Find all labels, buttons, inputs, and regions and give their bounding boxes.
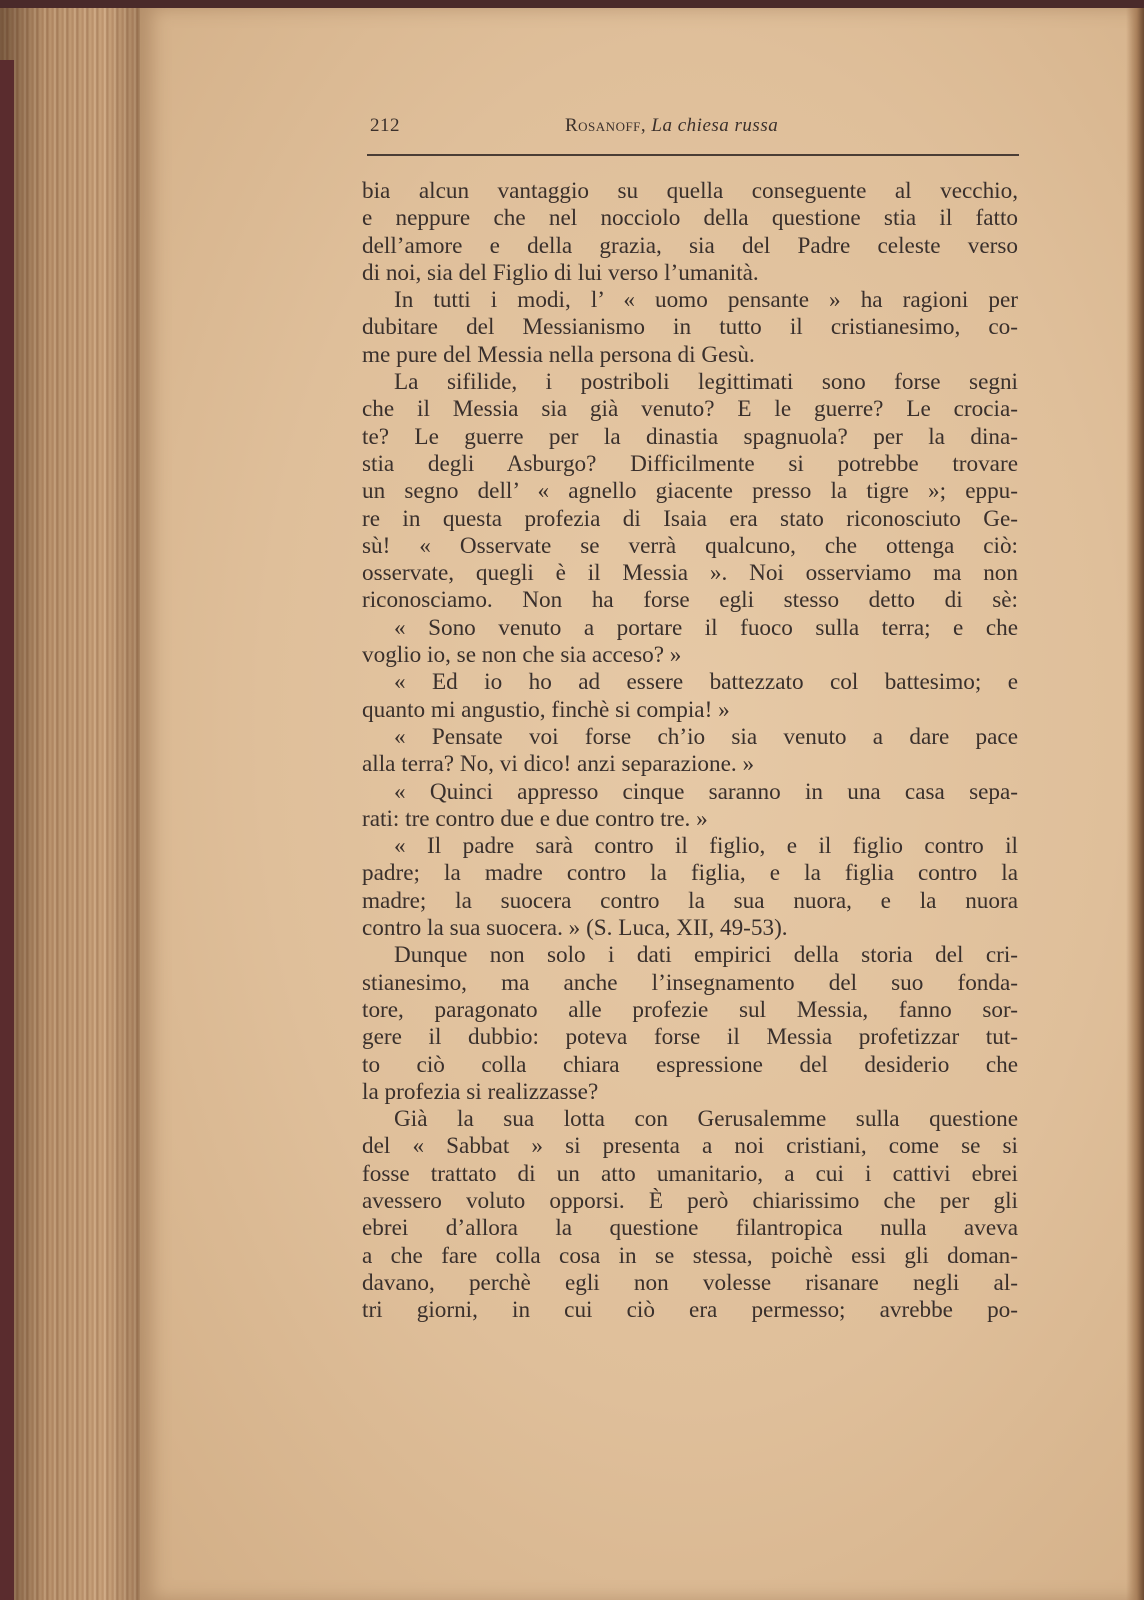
text-line: avessero voluto opporsi. È però chiarissimo che per gli — [362, 1187, 1018, 1214]
text-line: stia degli Asburgo? Difficilmente si potrebbe trovare — [362, 450, 1018, 477]
page-edges-stack — [0, 8, 150, 1600]
text-line: riconosciamo. Non ha forse egli stesso detto di sè: — [362, 587, 1018, 614]
text-line: quanto mi angustio, finchè si compia! » — [362, 696, 730, 723]
text-line: un segno dell’ « agnello giacente presso la tigre »; eppu- — [362, 478, 1018, 505]
text-line: Dunque non solo i dati empirici della storia del cri- — [394, 942, 1018, 969]
binding-cloth — [0, 60, 14, 1600]
text-line: rati: tre contro due e due contro tre. » — [362, 805, 708, 832]
header-title: La chiesa russa — [651, 115, 779, 136]
text-line: del « Sabbat » si presenta a noi cristiani, come se si — [362, 1133, 1018, 1160]
header-rule — [367, 154, 1019, 156]
text-line: La sifilide, i postriboli legittimati sono forse segni — [394, 369, 1018, 396]
text-line: voglio io, se non che sia acceso? » — [362, 642, 682, 669]
text-line: tore, paragonato alle profezie sul Messia, fanno sor- — [362, 996, 1018, 1023]
text-line: ebrei d’allora la questione filantropica nulla aveva — [362, 1215, 1018, 1242]
body-text — [362, 178, 1018, 1324]
text-line: madre; la suocera contro la sua nuora, e la nuora — [362, 887, 1018, 914]
header-author: Rosanoff, — [565, 115, 647, 136]
text-line: davano, perchè egli non volesse risanare negli al- — [362, 1269, 1018, 1296]
text-line: « Il padre sarà contro il figlio, e il figlio contro il — [394, 833, 1018, 860]
page-number: 212 — [370, 115, 400, 136]
text-line: « Ed io ho ad essere battezzato col battesimo; e — [394, 669, 1018, 696]
text-line: fosse trattato di un atto umanitario, a cui i cattivi ebrei — [362, 1160, 1018, 1187]
page-right-edge-shadow — [1126, 8, 1144, 1600]
text-line: dell’amore e della grazia, sia del Padre celeste verso — [362, 232, 1018, 259]
text-line: dubitare del Messianismo in tutto il cristianesimo, co- — [362, 314, 1018, 341]
text-line: stianesimo, ma anche l’insegnamento del suo fonda- — [362, 969, 1018, 996]
text-line: In tutti i modi, l’ « uomo pensante » ha ragioni per — [394, 287, 1018, 314]
text-line: to ciò colla chiara espressione del desiderio che — [362, 1051, 1018, 1078]
text-line: me pure del Messia nella persona di Gesù. — [362, 341, 755, 368]
text-line: la profezia si realizzasse? — [362, 1078, 599, 1105]
text-line: a che fare colla cosa in se stessa, poichè essi gli doman- — [362, 1242, 1018, 1269]
text-line: tri giorni, in cui ciò era permesso; avrebbe po- — [362, 1297, 1018, 1324]
text-line: e neppure che nel nocciolo della questione stia il fatto — [362, 205, 1018, 232]
text-line: Già la sua lotta con Gerusalemme sulla questione — [394, 1106, 1018, 1133]
text-line: gere il dubbio: poteva forse il Messia profetizzar tut- — [362, 1024, 1018, 1051]
text-line: re in questa profezia di Isaia era stato riconosciuto Ge- — [362, 505, 1018, 532]
text-line: padre; la madre contro la figlia, e la figlia contro la — [362, 860, 1018, 887]
running-header — [370, 115, 1018, 145]
text-line: « Pensate voi forse ch’io sia venuto a dare pace — [394, 723, 1018, 750]
text-line: alla terra? No, vi dico! anzi separazione. » — [362, 751, 755, 778]
text-line: « Sono venuto a portare il fuoco sulla terra; e che — [394, 614, 1018, 641]
text-line: te? Le guerre per la dinastia spagnuola? per la dina- — [362, 423, 1018, 450]
text-line: bia alcun vantaggio su quella conseguente al vecchio, — [362, 178, 1018, 204]
text-line: sù! « Osservate se verrà qualcuno, che ottenga ciò: — [362, 532, 1018, 559]
text-line: che il Messia sia già venuto? E le guerre? Le crocia- — [362, 396, 1018, 423]
running-title — [565, 115, 778, 137]
text-line: osservate, quegli è il Messia ». Noi osserviamo ma non — [362, 560, 1018, 587]
text-line: di noi, sia del Figlio di lui verso l’umanità. — [362, 259, 759, 286]
text-line: contro la sua suocera. » (S. Luca, XII, 49-53). — [362, 915, 788, 942]
text-line: « Quinci appresso cinque saranno in una casa sepa- — [394, 778, 1018, 805]
